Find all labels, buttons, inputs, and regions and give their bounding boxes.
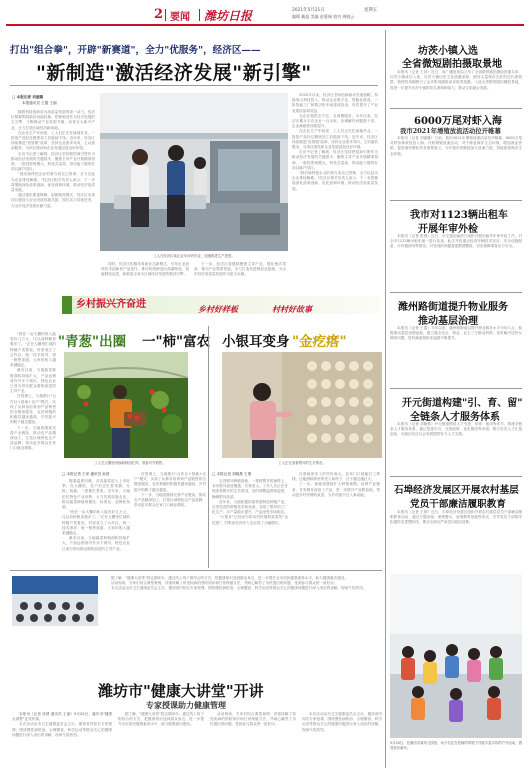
right-news-2-body: 本报讯（记者 刘丽娜）日前，我市2021年增殖放流活动拉开帷幕，6000万尾对虾苗种被投放入海。开展增殖放流活动，对于修复海洋生态环境、增加渔业资源、促进渔民增收具有重要意义。今年我市将继续加大放流力度，持续改善海洋生态环境。 <box>390 136 522 156</box>
health-top-rule <box>10 570 382 571</box>
story-left-body-col0 <box>10 332 56 567</box>
story-paragraph: "现在一亩大棚的收入能有好几万元，比以前种粮食强多了。"正在大棚里忙碌的种植户笑着说，村里成立了合作社，统一技术指导、统一销售渠道，大家的收入越来越稳定。 <box>62 510 130 536</box>
lead-body-col5 <box>292 93 378 289</box>
right-news-1-title: 坊茨小镇入选 <box>418 46 478 57</box>
health-paragraph: 本次活动由市卫生健康委员会主办，邀请省内知名专家授课，围绕慢性病防治、合理膳食、科学运动等群众关心的健康问题进行深入浅出的讲解，现场气氛热烈。 <box>302 712 382 732</box>
story-left-photo <box>64 352 188 458</box>
right-news-4-title-2: 推动基层治理 <box>418 316 478 327</box>
banner-line-1: 乡村振兴齐奋进 <box>76 299 146 310</box>
health-body-col2 <box>118 712 204 768</box>
story-right-title-1: 小银耳变身 <box>222 334 290 350</box>
right-news-3-body: 本报讯（记者 张倩）近日，市交通运输部门组织开展出租车年审外检工作，对全市1123辆出租车逐一进行检查。此次外检重点检查车辆技术状况、安全设施配备、计价器使用等情况，对发现的问题督促限期整改，切实保障乘客出行安全。 <box>390 234 522 249</box>
health-paragraph: 据了解，"健康大讲堂"将定期举办，通过线上线下相结合的方式，把健康知识送到群众身边，进一步提升全市居民健康素养水平，助力健康潍坊建设。 <box>118 712 204 727</box>
fungus-photo-image <box>222 352 382 458</box>
story-paragraph: "小银耳"已经成为带动村民增收致富的"金疙瘩"，村集体经济收入也实现了大幅增长。 <box>212 515 288 525</box>
right-news-2-subtitle: 我市2021年增殖放流活动拉开帷幕 <box>400 127 501 135</box>
story-paragraph: 走进银耳种植基地，一排排整齐的菌棒上，朵朵银耳晶莹剔透，长势喜人。工作人员正在仔细查看银耳的生长情况，及时调整温度和湿度，确保银耳品质。 <box>212 479 288 499</box>
right-news-rule <box>390 108 522 109</box>
story-paragraph: 在基地里务工的村民表示，在家门口就能打工挣钱，还能照顾家里的老人和孩子，日子越过越红火。 <box>292 472 380 482</box>
lead-paragraph: "我们始终把企业的事当成自己的事，全力以赴为企业排忧解难。"经济区相关负责人表示，下一步将继续深化改革创新，优化营商环境，推动经济高质量发展。 <box>11 172 95 193</box>
lead-paragraph: "我们始终把企业的事当成自己的事，全力以赴为企业排忧解难。"经济区相关负责人表示，下一步将继续深化改革创新，优化营商环境，推动经济高质量发展。 <box>292 171 378 191</box>
health-photo <box>12 576 98 626</box>
lead-body-col1 <box>11 110 95 288</box>
lead-paragraph: 走访中记者了解到，经济区坚持把招商引资作为推动经济发展的关键抓手，聚焦主导产业开展精准招商，一批投资规模大、科技含量高、带动能力强的好项目落户园区。 <box>292 150 378 170</box>
story-paragraph: "现在一亩大棚的收入能有好几万元，比以前种粮食强多了。"正在大棚里忙碌的种植户笑着说，村里成立了合作社，统一技术指导、统一销售渠道，大家的收入越来越稳定。 <box>10 332 56 368</box>
right-news-4-body: 本报讯（记者 王霞）今年以来，潍州路街道以提升物业服务水平为切入点，积极推动基层治理创新，建立健全社区、物业、业主三方联动机制，及时解决居民反映的问题，居民满意度和幸福感不断提升。 <box>390 326 522 341</box>
lead-kicker: 打出"组合拳"，开辟"新赛道"，全力"优服务"，经济区—— <box>10 45 261 56</box>
lead-paragraph: 同时，经济区积极培育新业态新模式，引导企业加快技术创新和产品迭代，推动传统制造向高端制造、智能制造迈进，新制造正成为区域经济发展的强劲引擎。 <box>101 262 189 277</box>
health-paragraph: 本次活动由市卫生健康委员会主办，邀请省内知名专家授课，围绕慢性病防治、合理膳食、科学运动等群众关心的健康问题进行深入浅出的讲解，现场气氛热烈。 <box>12 722 112 737</box>
right-news-rule <box>390 200 522 201</box>
right-news-rule <box>390 476 522 477</box>
story-left-body-col2 <box>134 472 206 567</box>
banner-line-3: 村村好故事 <box>272 304 312 314</box>
right-news-3-title-2: 开展年审外检 <box>418 224 478 235</box>
story-divider <box>208 326 209 568</box>
lead-paragraph: 在企业生产车间里，工人们正在忙碌地作业，一批批产品经过精密加工后陆续下线。近年来，经济区持续推进"放管服"改革，坚持企业需求导向，主动靠前服务，为项目建设和企业发展创造良好环境。 <box>11 130 95 151</box>
lead-body-col4 <box>194 262 286 290</box>
story-left-title-1: "青葱"出圈 <box>58 334 127 350</box>
masthead <box>138 8 522 22</box>
health-subhead: 专家授课助力健康管理 <box>146 700 226 710</box>
lead-paragraph: 2020年以来，经济区坚持创新驱动发展战略，持续加大科技投入，推动企业数字化、智能化改造，一批智能工厂和数字化车间建成投用，有效提升了产业发展质量和效益。 <box>292 93 378 113</box>
story-right-body-col2 <box>292 472 380 567</box>
greenhouse-photo-image <box>64 352 188 458</box>
story-left-photo-caption: 工人在大棚里采摘新鲜西红柿，准备对外销售。 <box>94 461 166 465</box>
story-paragraph: 在管理上，当地推行"合作社+基地+农户"模式，实现了从种苗培育到产品销售的全链条服务，农民种植的积极性越来越高，乡村振兴的路子越走越宽。 <box>134 472 206 492</box>
page-number: 2 <box>154 7 164 22</box>
health-paragraph: 活动现场，专家们结合典型案例，详细讲解了常见疾病的预防知识和日常保健方法，并耐心解答了市民提出的问题，受到参与群众的一致好评。 <box>111 581 338 586</box>
story-paragraph: 近年来，当地积极探索发展特色种植产业，引进先进的种植技术和设备，实现了银耳的工厂化生产，年产量稳步提升，产品深受市场欢迎。 <box>212 499 288 515</box>
health-body-col0 <box>104 576 382 676</box>
paper-logo: 潍坊日报 <box>204 9 253 23</box>
story-right-body-col1 <box>212 479 288 567</box>
right-news-1-title-2: 全省微短剧拍摄取景地 <box>402 59 502 70</box>
story-left-byline: □ 本报记者 王萍 通讯员 孙波 <box>62 472 110 476</box>
banner-line-2: 乡村好样板 <box>198 304 238 314</box>
health-body-col4 <box>302 712 382 768</box>
right-news-5-title: 开元街道构建"引、育、留" <box>402 398 523 409</box>
right-news-5-body: 本报讯（记者 刘晓燕）开元街道围绕人才引进、培育、留用等环节，构建全链条人才服务体系，通过搭建平台、完善政策、优化服务等举措，吸引各类人才扎根创业，为辖区经济社会发展提供有力人才支撑。 <box>390 422 522 437</box>
lead-paragraph: 在企业生产车间里，工人们正在忙碌地作业，一批批产品经过精密加工后陆续下线。近年来，经济区持续推进"放管服"改革，坚持企业需求导向，主动靠前服务，为项目建设和企业发展创造良好环境。 <box>292 129 378 150</box>
issue-weekday: 星期五 <box>364 8 378 13</box>
banner-leaf-mark <box>62 296 72 314</box>
story-paragraph: 随着温度回暖，各类蔬菜进入上市旺季。在大棚里，农户们正忙着采摘、分拣、装箱，一派繁忙景象。近年来，当地依托特色产业优势，大力发展设施农业，推动蔬菜种植规模化、标准化、品牌化发展。 <box>62 479 130 510</box>
health-body-col3 <box>210 712 296 768</box>
story-paragraph: 在管理上，当地推行"合作社+基地+农户"模式，实现了从种苗培育到产品销售的全链条服务，农民种植的积极性越来越高，乡村振兴的路子越走越宽。 <box>10 394 56 425</box>
lead-byline-1: □ 本报记者 刘丽娜 <box>12 95 44 99</box>
health-paragraph: 据了解，"健康大讲堂"将定期举办，通过线上线下相结合的方式，把健康知识送到群众身边，进一步提升全市居民健康素养水平，助力健康潍坊建设。 <box>111 576 348 580</box>
lead-paragraph: 为企业提供全方位、全周期服务。今年以来，经济区累计走访企业一百余家，协调解决问题数十项，企业满意度持续提升。 <box>292 113 378 129</box>
lead-photo <box>100 93 288 251</box>
story-left-title <box>58 330 218 350</box>
story-paragraph: 截至目前，当地蔬菜种植面积持续扩大，产品远销省内外多个城市，特色农业已成为带动群众增收致富的主导产业。 <box>62 536 130 551</box>
lead-rule <box>10 85 378 86</box>
rural-banner <box>62 292 380 318</box>
story-left-title-2: 一"柿"富农 <box>142 334 211 350</box>
editors-line: 编辑 戴旭 美编 赵蔓瑞 校对 周晓云 <box>292 14 355 19</box>
masthead-divider-2 <box>199 9 200 21</box>
lead-headline: "新制造"激活经济发展"新引擎" <box>36 62 312 84</box>
story-paragraph: 下一步，基地将继续扩大种植规模，延伸产业链条，开发银耳深加工产品，进一步提升产品附加值，带动更多村民增收致富，为乡村振兴注入新动能。 <box>292 482 380 497</box>
story-paragraph: 下一步，当地将继续完善产业链条，推动农产品精深加工，打造区域特色农产品品牌，带动更多群众在家门口就业增收。 <box>10 425 56 451</box>
right-news-2-title: 6000万尾对虾入海 <box>414 116 502 127</box>
right-news-6-title: 石埠经济发展区开展农村基层 <box>394 485 519 496</box>
health-paragraph: 活动现场，专家们结合典型案例，详细讲解了常见疾病的预防知识和日常保健方法，并耐心解答了市民提出的问题，受到参与群众的一致好评。 <box>210 712 296 727</box>
right-news-4-title: 潍州路街道提升物业服务 <box>398 302 508 313</box>
story-left-body-col1 <box>62 479 130 567</box>
story-right-title-2: "金疙瘩" <box>292 334 347 350</box>
story-right-photo-caption: 工人正在查看银耳的生长情况。 <box>278 461 326 465</box>
kindergarten-photo-image <box>390 574 522 738</box>
health-paragraph: 本次活动由市卫生健康委员会主办，邀请省内知名专家授课，围绕慢性病防治、合理膳食、科学运动等群众关心的健康问题进行深入浅出的讲解，现场气氛热烈。 <box>111 586 367 591</box>
masthead-rule <box>6 24 524 26</box>
right-news-6-body: 本报讯（记者 王倩）近日，石埠经济发展区组织开展农村基层党员干部廉洁履职教育活动，通过专题讲座、案例警示、参观教育基地等形式，引导党员干部筑牢拒腐防变思想防线，推动全面从严治党向基层延伸。 <box>390 510 522 525</box>
section-name: 要闻 <box>170 12 190 23</box>
issue-date: 2021年5月21日 <box>292 8 325 13</box>
lead-paragraph: 走访中记者了解到，经济区坚持把招商引资作为推动经济发展的关键抓手，聚焦主导产业开展精准招商，一批投资规模大、科技含量高、带动能力强的好项目落户园区。 <box>11 151 95 172</box>
lead-paragraph: 随着科技创新成为高质量发展的第一动力，经济区紧紧围绕新旧动能转换，把新制造作为经济发展的主引擎，不断推动产业转型升级，培育壮大新兴产业，全力打造区域经济新高地。 <box>11 110 95 130</box>
story-right-byline: □ 本报记者 刘晓燕 王倩 <box>212 472 252 476</box>
story-right-photo <box>222 352 382 458</box>
factory-photo-image <box>100 93 288 251</box>
lead-paragraph: 下一步，经济区将继续聚焦主导产业，强化链式招商，推动产业集群发展，全力打造先进制造业基地，为全市经济高质量发展作出更大贡献。 <box>194 262 286 277</box>
right-news-rule <box>390 292 522 293</box>
story-paragraph: 下一步，当地将继续完善产业链条，推动农产品精深加工，打造区域特色农产品品牌，带动更多群众在家门口就业增收。 <box>134 492 206 508</box>
right-news-6-title-2: 党员干部廉洁履职教育 <box>410 499 506 510</box>
children-photo <box>390 574 522 738</box>
story-right-title <box>222 330 392 350</box>
right-news-3-title: 我市对1123辆出租车 <box>410 210 508 221</box>
right-news-5-title-2: 全链条人才服务体系 <box>410 412 500 423</box>
lead-photo-caption: 工人在经济区某企业车间内作业，加速推进生产进度。 <box>153 254 235 258</box>
story-paragraph: 截至目前，当地蔬菜种植面积持续扩大，产品远销省内外多个城市，特色农业已成为带动群众增收致富的主导产业。 <box>10 368 56 394</box>
lead-byline-2: 本报通讯员 王霞 王丽 <box>22 101 57 105</box>
children-photo-caption: 5月20日，在潍坊市某幼儿园里，孩子们正在老师的带领下开展丰富多彩的户外活动，感受快乐童年。 <box>390 741 522 750</box>
right-column-divider <box>385 30 386 768</box>
right-news-rule <box>390 388 522 389</box>
health-paragraph: 本报讯（记者 张倩 通讯员 王丽）5月20日，潍坊市"健康大讲堂"正式开讲。 <box>12 712 112 722</box>
right-news-1-body: 本报讯（记者 王萍）近日，省广播电视局公布了全省微短剧拍摄取景地名单，坊茨小镇成功入选。坊茨小镇历史文化底蕴深厚，拥有大量保存完好的近代建筑群，独特的风貌吸引了众多影视剧组前来取景拍摄。入选全省微短剧拍摄取景地，将进一步提升坊茨小镇的知名度和影响力，推动文旅融合发展。 <box>390 70 522 90</box>
lead-body-col3 <box>101 262 189 290</box>
health-headline: 潍坊市"健康大讲堂"开讲 <box>98 682 264 700</box>
lead-paragraph: 通过强化要素保障，创新服务模式，经济区实现项目建设与企业发展同频共振，园区活力持续迸发，为全市经济发展贡献力量。 <box>11 193 95 208</box>
health-body-col1 <box>12 712 112 768</box>
lecture-photo-image <box>12 576 98 626</box>
masthead-divider <box>165 9 166 21</box>
